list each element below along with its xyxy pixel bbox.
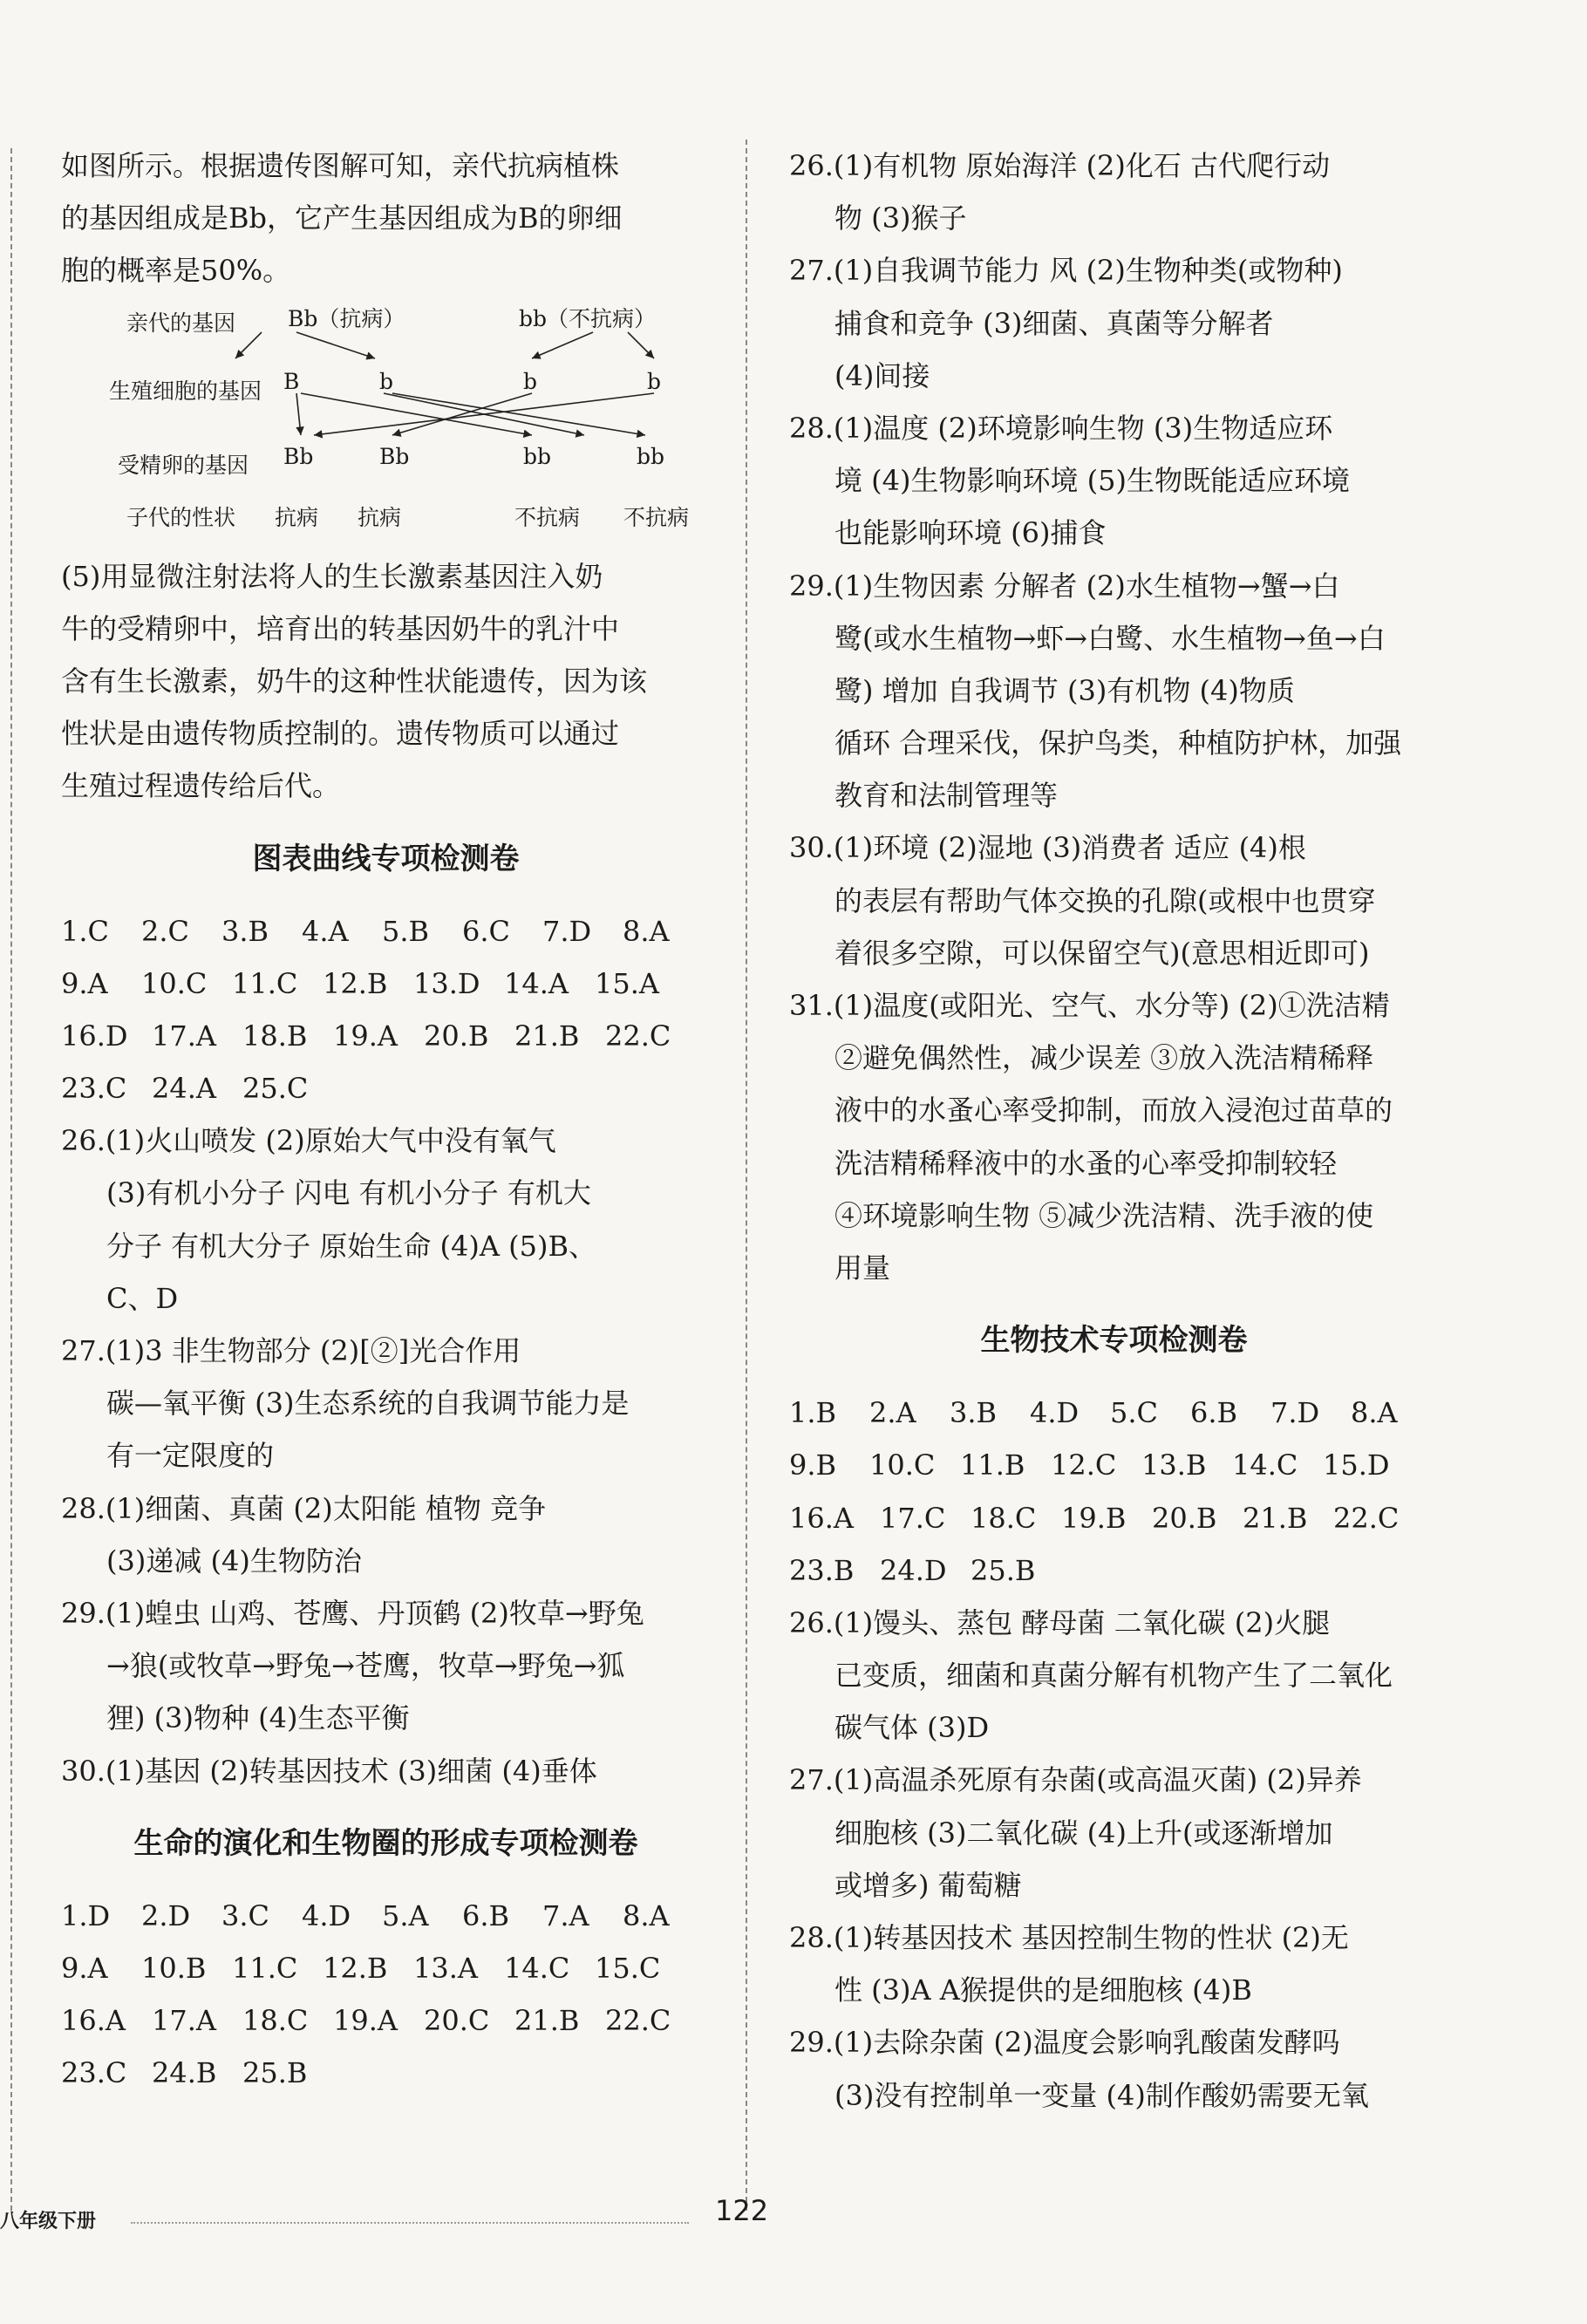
answer-line: 26.(1)火山喷发 (2)原始大气中没有氧气 (61, 1124, 556, 1158)
text-line: (5)用显微注射法将人的生长激素基因注入奶 (61, 559, 603, 593)
answer-grid (61, 1890, 711, 2100)
answer-item: 15.C (595, 1951, 661, 1985)
answer-line: 碳—氧平衡 (3)生态系统的自我调节能力是 (106, 1387, 630, 1421)
answer-line: 30.(1)基因 (2)转基因技术 (3)细菌 (4)垂体 (61, 1754, 597, 1788)
answer-item: 3.B (950, 1396, 998, 1430)
answer-row (61, 1062, 711, 1114)
section-heading: 生物技术专项检测卷 (980, 1323, 1248, 1359)
left-column (61, 140, 711, 2099)
answer-row (789, 1439, 1439, 1491)
answer-item: 2.D (141, 1898, 191, 1932)
answer-line: 细胞核 (3)二氧化碳 (4)上升(或逐渐增加 (834, 1816, 1333, 1850)
answer-item: 19.A (333, 1019, 398, 1053)
answer-line: ②避免偶然性，减少误差 ③放入洗洁精稀释 (834, 1041, 1374, 1075)
right-question-answers (789, 140, 1439, 1294)
answer-item: 5.B (382, 914, 430, 948)
answer-item: 11.C (232, 1951, 298, 1985)
answer-item: 25.C (242, 1072, 309, 1106)
answer-item: 18.C (242, 2004, 309, 2038)
answer-line: 28.(1)温度 (2)环境影响生物 (3)生物适应环 (789, 411, 1333, 445)
answer-item: 18.C (971, 1501, 1037, 1535)
answer-item: 13.A (413, 1951, 478, 1985)
answer-item: 25.B (971, 1553, 1036, 1587)
answer-line: 29.(1)生物因素 分解者 (2)水生植物→蟹→白 (789, 569, 1340, 603)
answer-row (61, 958, 711, 1010)
answer-line: 循环 合理采伐，保护鸟类，种植防护林，加强 (834, 726, 1402, 760)
answer-item: 21.B (514, 1019, 580, 1053)
diagram-gamete: B (283, 368, 300, 394)
answer-line: 用量 (834, 1251, 891, 1285)
answer-item: 9.B (789, 1448, 837, 1482)
answer-line: 狸) (3)物种 (4)生态平衡 (106, 1701, 410, 1735)
answer-line: 或增多) 葡萄糖 (834, 1868, 1022, 1902)
answer-row (789, 1387, 1439, 1439)
answer-line: 鹭(或水生植物→虾→白鹭、水生植物→鱼→白 (834, 621, 1386, 655)
answer-item: 20.B (1152, 1501, 1217, 1535)
answer-line: 28.(1)转基因技术 基因控制生物的性状 (2)无 (789, 1921, 1349, 1954)
answer-item: 21.B (1243, 1501, 1308, 1535)
diagram-row-label: 亲代的基因 (126, 310, 236, 336)
answer-item: 12.C (1051, 1448, 1117, 1482)
diagram-trait: 不抗病 (514, 504, 581, 530)
answer-item: 7.D (542, 914, 592, 948)
diagram-gamete: b (523, 368, 538, 394)
answer-item: 1.D (61, 1898, 111, 1932)
answer-row (61, 1890, 711, 1942)
diagram-zygote: bb (637, 443, 665, 469)
answer-item: 20.C (424, 2004, 490, 2038)
diagram-parent-1: Bb（抗病） (288, 305, 405, 331)
answer-item: 14.C (504, 1951, 570, 1985)
answer-item: 2.C (141, 914, 190, 948)
answer-item: 14.A (504, 966, 569, 1000)
answer-item: 5.A (382, 1898, 429, 1932)
answer-line: 分子 有机大分子 原始生命 (4)A (5)B、 (106, 1229, 596, 1263)
answer-item: 9.A (61, 966, 108, 1000)
answer-item: 2.A (869, 1396, 916, 1430)
answer-item: 4.D (1030, 1396, 1080, 1430)
answer-line: →狼(或牧草→野兔→苍鹰，牧草→野兔→狐 (106, 1649, 625, 1683)
answer-line: 29.(1)去除杂菌 (2)温度会影响乳酸菌发酵吗 (789, 2026, 1340, 2060)
diagram-row-label: 生殖细胞的基因 (109, 378, 262, 404)
answer-item: 4.A (302, 914, 349, 948)
answer-line: 27.(1)3 非生物部分 (2)[②]光合作用 (61, 1334, 521, 1367)
answer-item: 19.A (333, 2004, 398, 2038)
answer-line: 液中的水蚤心率受抑制，而放入浸泡过苗草的 (834, 1094, 1393, 1128)
answer-line: 26.(1)馒头、蒸包 酵母菌 二氧化碳 (2)火腿 (789, 1605, 1331, 1639)
answer-item: 15.D (1323, 1448, 1390, 1482)
answer-item: 22.C (605, 1019, 671, 1053)
answer-grid (61, 905, 711, 1115)
answer-item: 6.C (462, 914, 511, 948)
answer-row (789, 1492, 1439, 1544)
answer-line: (4)间接 (834, 358, 930, 392)
answer-item: 21.B (514, 2004, 580, 2038)
answer-item: 8.A (623, 1898, 670, 1932)
answer-line: 性 (3)A A猴提供的是细胞核 (4)B (834, 1973, 1252, 2007)
page-number: 122 (715, 2194, 769, 2227)
answer-item: 16.A (61, 2004, 126, 2038)
text-line: 如图所示。根据遗传图解可知，亲代抗病植株 (61, 149, 620, 182)
answer-item: 16.A (789, 1501, 854, 1535)
text-line: 生殖过程遗传给后代。 (61, 769, 341, 803)
answer-line: 29.(1)蝗虫 山鸡、苍鹰、丹顶鹤 (2)牧草→野兔 (61, 1596, 644, 1630)
diagram-zygote: bb (523, 443, 552, 469)
answer-item: 23.C (61, 1072, 127, 1106)
answer-item: 15.A (595, 966, 659, 1000)
answer-item: 16.D (61, 1019, 128, 1053)
answer-row (61, 2047, 711, 2099)
answer-line: (3)递减 (4)生物防治 (106, 1544, 362, 1578)
answer-item: 24.B (152, 2056, 217, 2090)
answer-line: 27.(1)高温杀死原有杂菌(或高温灭菌) (2)异养 (789, 1763, 1362, 1797)
answer-item: 12.B (323, 966, 388, 1000)
answer-item: 25.B (242, 2056, 308, 2090)
answer-item: 3.B (221, 914, 269, 948)
answer-line: 碳气体 (3)D (834, 1711, 990, 1745)
answer-line: 的表层有帮助气体交换的孔隙(或根中也贯穿 (834, 883, 1376, 917)
answer-line: 物 (3)猴子 (834, 201, 967, 235)
answer-item: 18.B (242, 1019, 308, 1053)
left-question-answers (61, 1114, 711, 1796)
answer-item: 17.A (152, 2004, 216, 2038)
answer-line: C、D (106, 1281, 179, 1315)
answer-line: (3)有机小分子 闪电 有机小分子 有机大 (106, 1176, 591, 1210)
right-question-answers-2 (789, 1597, 1439, 2122)
answer-item: 4.D (302, 1898, 351, 1932)
diagram-row-label: 受精卵的基因 (118, 452, 249, 478)
left-intro-text (61, 140, 711, 297)
answer-item: 1.B (789, 1396, 837, 1430)
inheritance-diagram (61, 297, 711, 550)
right-column (789, 140, 1439, 2122)
answer-row (61, 1942, 711, 1994)
answer-row (61, 1010, 711, 1062)
answer-item: 22.C (605, 2004, 671, 2038)
answer-item: 11.B (960, 1448, 1025, 1482)
answer-item: 6.B (462, 1898, 510, 1932)
answer-item: 23.C (61, 2056, 127, 2090)
answer-line: 30.(1)环境 (2)湿地 (3)消费者 适应 (4)根 (789, 831, 1306, 865)
answer-item: 10.C (869, 1448, 936, 1482)
left-explanation-text (61, 550, 711, 813)
answer-item: 24.A (152, 1072, 216, 1106)
answer-item: 12.B (323, 1951, 388, 1985)
answer-item: 17.A (152, 1019, 216, 1053)
text-line: 性状是由遗传物质控制的。遗传物质可以通过 (61, 717, 620, 751)
answer-item: 13.D (413, 966, 480, 1000)
binding-margin-left (10, 148, 12, 2211)
diagram-trait: 抗病 (358, 504, 402, 530)
answer-line: 已变质，细菌和真菌分解有机物产生了二氧化 (834, 1659, 1393, 1693)
answer-item: 8.A (1351, 1396, 1398, 1430)
answer-item: 3.C (221, 1898, 270, 1932)
answer-line: 27.(1)自我调节能力 风 (2)生物种类(或物种) (789, 254, 1343, 288)
answer-line: 教育和法制管理等 (834, 779, 1059, 813)
answer-item: 20.B (424, 1019, 489, 1053)
diagram-trait: 抗病 (275, 504, 319, 530)
answer-item: 6.B (1190, 1396, 1238, 1430)
diagram-row-label: 子代的性状 (126, 504, 236, 530)
answer-line: 捕食和竞争 (3)细菌、真菌等分解者 (834, 306, 1274, 340)
diagram-zygote: Bb (283, 443, 314, 469)
answer-item: 19.B (1061, 1501, 1127, 1535)
answer-item: 1.C (61, 914, 110, 948)
answer-item: 7.A (542, 1898, 589, 1932)
answer-line: 28.(1)细菌、真菌 (2)太阳能 植物 竞争 (61, 1491, 547, 1525)
text-line: 的基因组成是Bb，它产生基因组成为B的卵细 (61, 201, 623, 235)
answer-item: 11.C (232, 966, 298, 1000)
answer-item: 9.A (61, 1951, 108, 1985)
footer-rule (131, 2222, 689, 2224)
answer-item: 14.C (1232, 1448, 1298, 1482)
answer-item: 7.D (1270, 1396, 1320, 1430)
diagram-gamete: b (647, 368, 662, 394)
answer-line: 着很多空隙，可以保留空气)(意思相近即可) (834, 936, 1370, 970)
answer-grid (789, 1387, 1439, 1597)
diagram-parent-2: bb（不抗病） (519, 305, 657, 331)
answer-item: 10.B (141, 1951, 207, 1985)
answer-item: 22.C (1333, 1501, 1400, 1535)
section-heading: 生命的演化和生物圈的形成专项检测卷 (133, 1825, 638, 1861)
answer-row (61, 1994, 711, 2047)
answer-item: 5.C (1110, 1396, 1159, 1430)
answer-item: 13.B (1141, 1448, 1207, 1482)
text-line: 牛的受精卵中，培育出的转基因奶牛的乳汁中 (61, 611, 620, 645)
answer-item: 8.A (623, 914, 670, 948)
answer-item: 10.C (141, 966, 208, 1000)
diagram-gamete: b (379, 368, 394, 394)
answer-item: 24.D (880, 1553, 947, 1587)
section-heading: 图表曲线专项检测卷 (252, 841, 520, 876)
answer-line: 洗洁精稀释液中的水蚤的心率受抑制较轻 (834, 1146, 1338, 1180)
answer-line: 有一定限度的 (106, 1439, 275, 1473)
text-line: 含有生长激素，奶牛的这种性状能遗传，因为该 (61, 664, 648, 698)
diagram-zygote: Bb (379, 443, 410, 469)
answer-row (789, 1544, 1439, 1597)
answer-line: 境 (4)生物影响环境 (5)生物既能适应环境 (834, 464, 1351, 498)
answer-item: 17.C (880, 1501, 946, 1535)
answer-line: 也能影响环境 (6)捕食 (834, 516, 1107, 550)
answer-row (61, 905, 711, 958)
answer-line: 鹭) 增加 自我调节 (3)有机物 (4)物质 (834, 673, 1295, 707)
answer-line: ④环境影响生物 ⑤减少洗洁精、洗手液的使 (834, 1198, 1374, 1232)
answer-line: 31.(1)温度(或阳光、空气、水分等) (2)①洗洁精 (789, 989, 1390, 1022)
text-line: 胞的概率是50%。 (61, 254, 291, 288)
footer-label: 八年级下册 (0, 2211, 97, 2232)
column-divider (746, 140, 747, 2211)
diagram-trait: 不抗病 (623, 504, 690, 530)
answer-line: (3)没有控制单一变量 (4)制作酸奶需要无氧 (834, 2078, 1369, 2112)
answer-line: 26.(1)有机物 原始海洋 (2)化石 古代爬行动 (789, 149, 1331, 182)
answer-item: 23.B (789, 1553, 855, 1587)
